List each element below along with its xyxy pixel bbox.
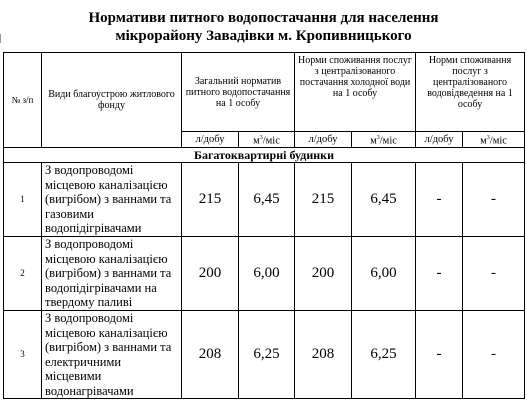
- drain-per-month: -: [463, 237, 525, 311]
- cold-per-month: 6,45: [352, 163, 416, 237]
- general-per-day: 208: [182, 311, 239, 399]
- header-num: № з/п: [4, 53, 42, 148]
- table-row: [4, 163, 525, 237]
- unit-per-day: л/добу: [295, 132, 352, 148]
- row-num: 2: [4, 237, 42, 311]
- row-description: З водопроводомі місцевою каналізацією (вигрібом) з ваннами та електричними місцевими водонагрівачами: [42, 311, 182, 399]
- row-num: 3: [4, 311, 42, 399]
- drain-per-day: -: [416, 163, 463, 237]
- header-drain: Норми споживання послуг з централізованого водовідведення на 1 особу: [416, 53, 525, 132]
- title-line-1: Нормативи питного водопостачання для населення: [88, 10, 439, 26]
- table-row: [4, 311, 525, 399]
- section-title: Багатоквартирні будинки: [4, 148, 525, 163]
- table-row: [4, 237, 525, 311]
- general-per-month: 6,45: [239, 163, 295, 237]
- general-per-month: 6,25: [239, 311, 295, 399]
- cold-per-day: 215: [295, 163, 352, 237]
- general-per-day: 200: [182, 237, 239, 311]
- cold-per-month: 6,25: [352, 311, 416, 399]
- norms-table: [3, 52, 525, 399]
- header-general: Загальний норматив питного водопостачання на 1 особу: [182, 53, 295, 132]
- row-description: З водопроводомі місцевою каналізацією (вигрібом) з ваннами та водопідігрівачами на твердому паливі: [42, 237, 182, 311]
- header-types: Види благоустрою житлового фонду: [42, 53, 182, 148]
- unit-per-month: $м^3$/міс: [239, 132, 295, 148]
- cold-per-month: 6,00: [352, 237, 416, 311]
- drain-per-day: -: [416, 311, 463, 399]
- row-description: З водопроводомі місцевою каналізацією (вигрібом) з ваннами та газовими водопідігрівачами: [42, 163, 182, 237]
- document-title: [0, 9, 527, 45]
- section-row: [4, 148, 525, 163]
- cold-per-day: 200: [295, 237, 352, 311]
- drain-per-month: -: [463, 163, 525, 237]
- general-per-month: 6,00: [239, 237, 295, 311]
- title-line-2: мікрорайону Завадівки м. Кропивницького: [115, 28, 412, 44]
- cold-per-day: 208: [295, 311, 352, 399]
- drain-per-month: -: [463, 311, 525, 399]
- unit-per-day: л/добу: [182, 132, 239, 148]
- unit-per-day: л/добу: [416, 132, 463, 148]
- general-per-day: 215: [182, 163, 239, 237]
- header-row: [4, 53, 525, 132]
- header-cold: Норми споживання послуг з централізованого постачання холодної води на 1 особу: [295, 53, 416, 132]
- unit-per-month: $м^3$/міс: [352, 132, 416, 148]
- unit-per-month: $м^3$/міс: [463, 132, 525, 148]
- drain-per-day: -: [416, 237, 463, 311]
- row-num: 1: [4, 163, 42, 237]
